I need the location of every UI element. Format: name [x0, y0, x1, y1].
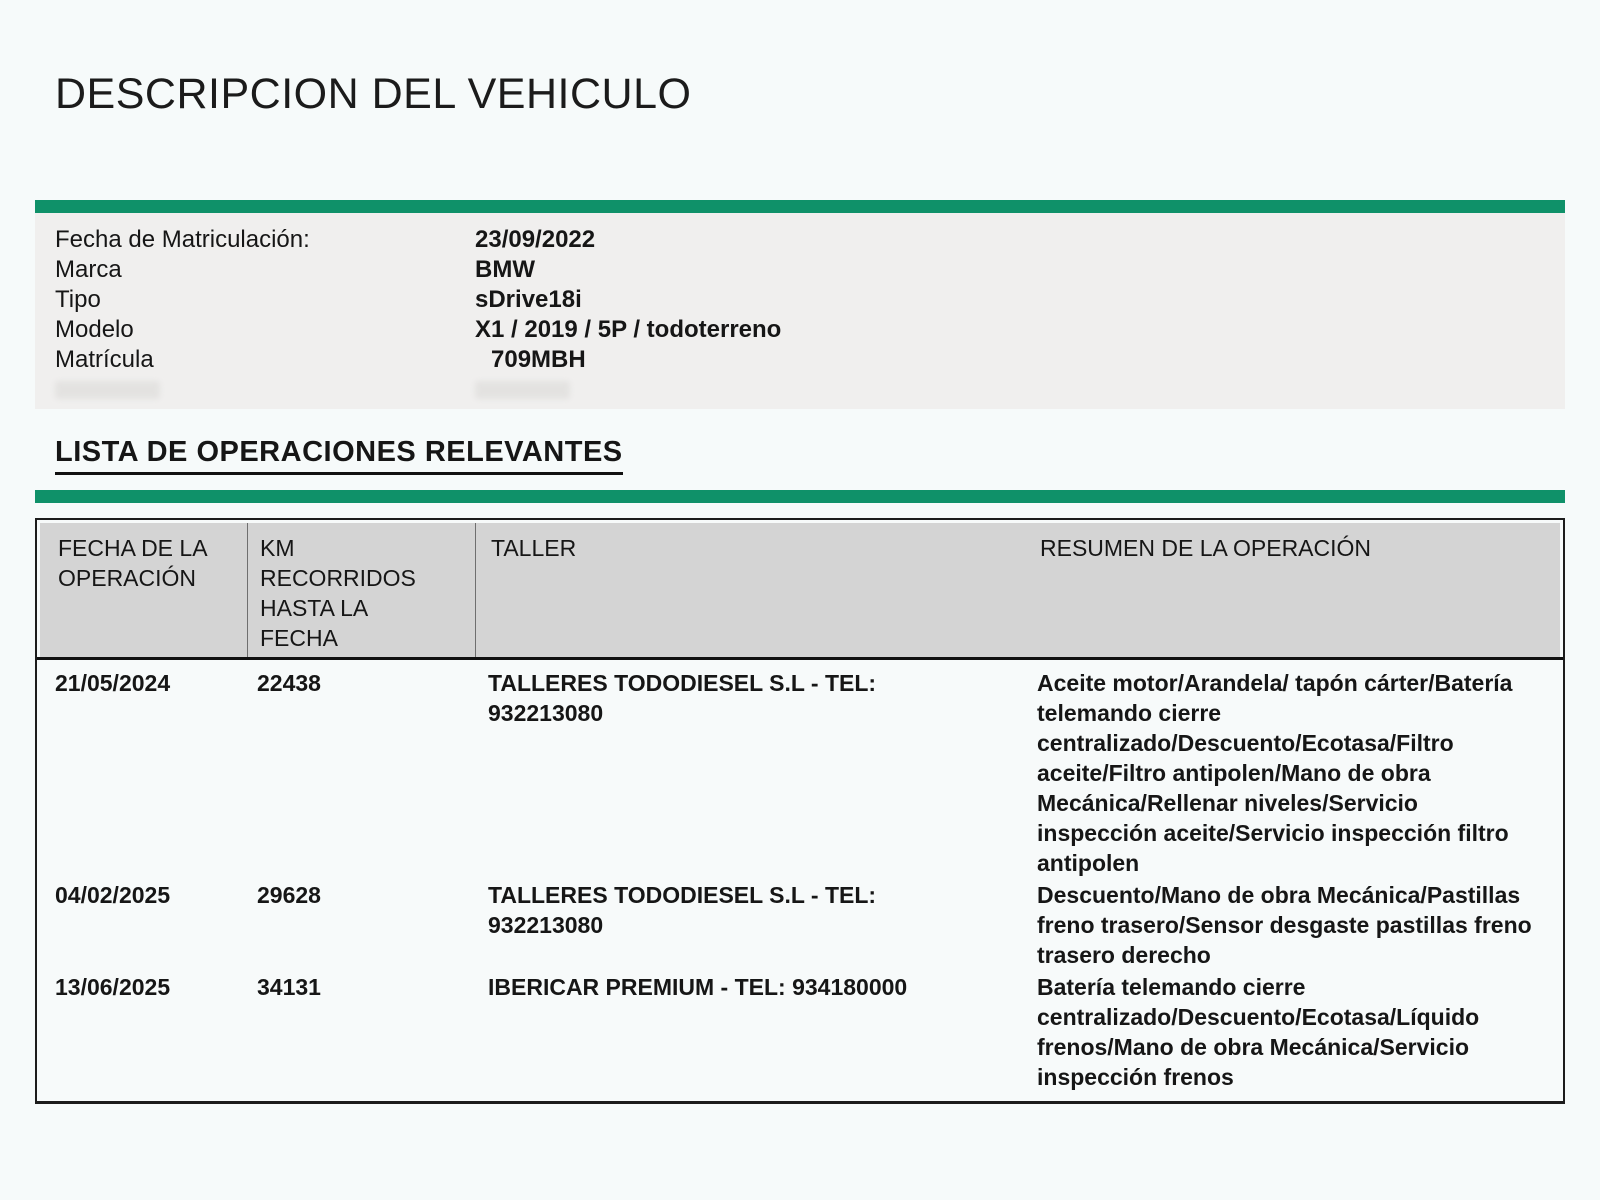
info-label: Matrícula — [55, 346, 154, 373]
cell-km: 22438 — [257, 670, 321, 696]
cell-km: 34131 — [257, 974, 321, 1000]
vehicle-info-panel — [35, 213, 1565, 409]
operations-table-body — [37, 660, 1563, 1094]
operations-table — [35, 518, 1565, 1104]
cell-operation-date: 21/05/2024 — [55, 670, 171, 696]
cell-resumen: Descuento/Mano de obra Mecánica/Pastillas freno trasero/Sensor desgaste pastillas freno trasero derecho — [1037, 882, 1532, 968]
info-row-modelo — [35, 315, 1565, 345]
column-header-km: KM RECORRIDOS HASTA LA FECHA — [248, 523, 476, 657]
info-value: X1 / 2019 / 5P / todoterreno — [475, 316, 782, 343]
info-value: sDrive18i — [475, 286, 582, 313]
green-accent-bar-top — [35, 200, 1565, 213]
info-row-tipo — [35, 285, 1565, 315]
cell-taller: IBERICAR PREMIUM - TEL: 934180000 — [488, 974, 908, 1000]
info-row-fecha-matriculacion — [35, 225, 1565, 255]
cell-resumen: Batería telemando cierre centralizado/Descuento/Ecotasa/Líquido frenos/Mano de obra Mecánica/Servicio inspección frenos — [1037, 974, 1480, 1090]
column-header-resumen: RESUMEN DE LA OPERACIÓN — [1040, 535, 1372, 561]
page-title: DESCRIPCION DEL VEHICULO — [55, 70, 692, 118]
info-label: Tipo — [55, 286, 101, 313]
operations-section-heading: LISTA DE OPERACIONES RELEVANTES — [55, 436, 623, 475]
redacted-row — [35, 377, 1565, 407]
info-value: BMW — [475, 256, 535, 283]
redacted-label — [55, 381, 160, 399]
table-row — [37, 972, 1563, 1094]
info-row-marca — [35, 255, 1565, 285]
operations-table-header — [37, 523, 1563, 660]
cell-taller: TALLERES TODODIESEL S.L - TEL: 932213080 — [488, 882, 877, 938]
info-row-matricula — [35, 345, 1565, 375]
cell-resumen: Aceite motor/Arandela/ tapón cárter/Batería telemando cierre centralizado/Descuento/Ecotasa/Filtro aceite/Filtro antipolen/Mano de obra Mecánica/Rellenar niveles/Servicio inspección aceite/Servicio inspección filtro antipolen — [1037, 670, 1513, 876]
column-header-taller: TALLER — [491, 535, 577, 561]
cell-operation-date: 13/06/2025 — [55, 974, 171, 1000]
info-label: Marca — [55, 256, 122, 283]
info-label: Fecha de Matriculación: — [55, 226, 310, 253]
info-value: 23/09/2022 — [475, 226, 596, 253]
redacted-value — [475, 381, 570, 399]
column-header-fecha: FECHA DE LA OPERACIÓN — [40, 523, 248, 657]
cell-taller: TALLERES TODODIESEL S.L - TEL: 932213080 — [488, 670, 877, 726]
info-label: Modelo — [55, 316, 134, 343]
info-value: 709MBH — [491, 346, 586, 373]
green-accent-bar-bottom — [35, 490, 1565, 503]
table-row — [37, 880, 1563, 972]
cell-km: 29628 — [257, 882, 321, 908]
cell-operation-date: 04/02/2025 — [55, 882, 171, 908]
table-row — [37, 668, 1563, 880]
